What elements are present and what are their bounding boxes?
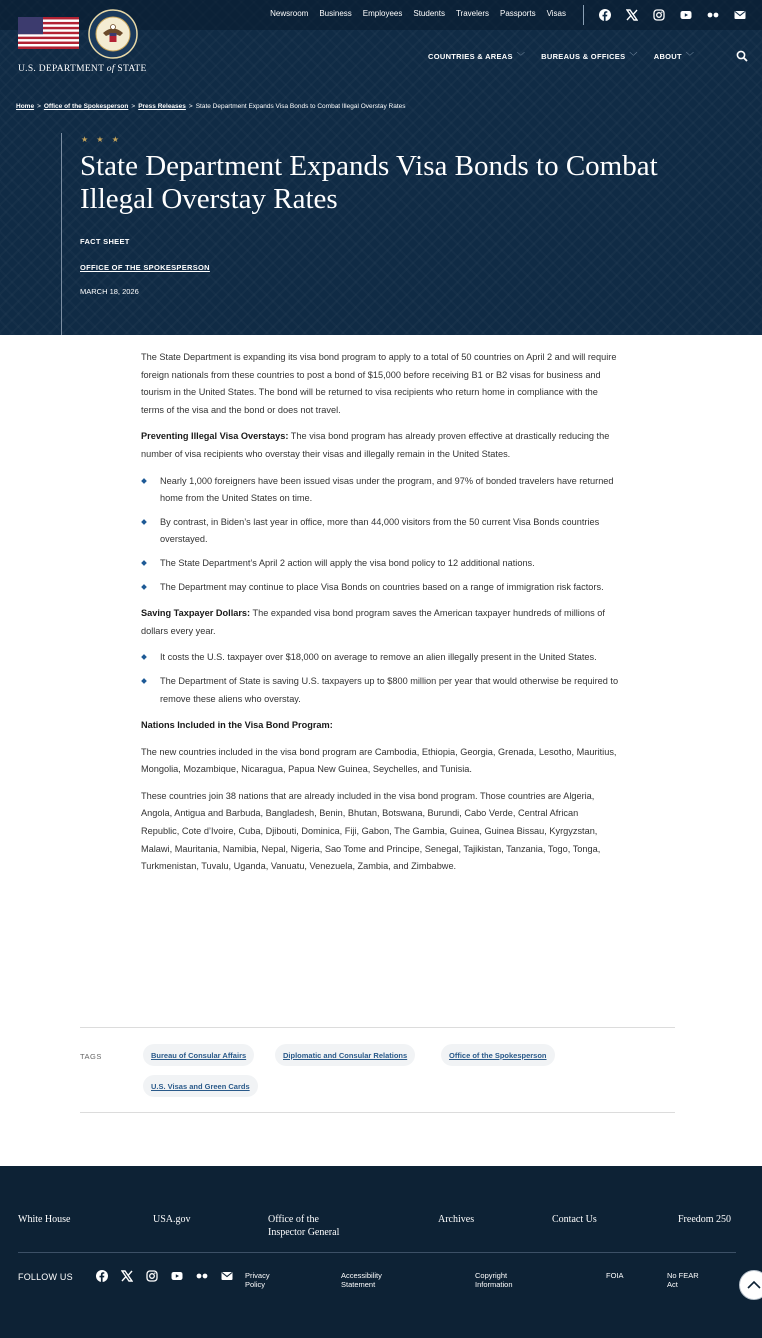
star-icons: ★ ★ ★	[81, 135, 122, 144]
footer-link-contact-us[interactable]: Contact Us	[552, 1214, 597, 1225]
tags-label: TAGS	[80, 1052, 102, 1061]
taxpayer-list	[141, 649, 619, 708]
footer-link-white-house[interactable]: White House	[18, 1214, 71, 1225]
footer-link-line: Statement	[341, 1280, 376, 1289]
site-header	[0, 0, 762, 335]
footer-link-inspector-general[interactable]	[268, 1213, 339, 1239]
email-icon[interactable]	[221, 1270, 233, 1282]
list-item: The State Department’s April 2 action will apply the visa bond policy to 12 additional nations.	[141, 555, 619, 573]
tag-office-spokesperson[interactable]: Office of the Spokesperson	[441, 1044, 555, 1066]
footer-link-line: Information	[475, 1280, 513, 1289]
nav-label: COUNTRIES & AREAS	[428, 52, 513, 61]
footer-link-no-fear[interactable]	[667, 1271, 699, 1289]
list-item: The Department may continue to place Visa Bonds on countries based on a range of immigration risk factors.	[141, 579, 619, 597]
youtube-icon[interactable]	[171, 1270, 183, 1282]
breadcrumb-home[interactable]: Home	[16, 103, 35, 110]
department-name[interactable]	[18, 64, 147, 74]
chevron-down-icon: ﹀	[685, 52, 695, 61]
breadcrumb	[16, 103, 406, 110]
search-icon[interactable]	[736, 49, 748, 61]
footer-link-line: Inspector General	[268, 1227, 340, 1238]
tags-section	[80, 1027, 675, 1113]
facebook-icon[interactable]	[96, 1270, 108, 1282]
breadcrumb-press-releases[interactable]: Press Releases	[138, 103, 186, 110]
footer-social-links	[96, 1270, 233, 1282]
us-flag-logo[interactable]	[18, 17, 79, 49]
utility-link-passports[interactable]: Passports	[500, 9, 536, 18]
main-nav	[428, 51, 694, 62]
chevron-down-icon: ﹀	[516, 52, 526, 61]
footer-link-line: Copyright	[475, 1271, 508, 1280]
utility-nav	[270, 9, 566, 18]
flickr-icon[interactable]	[706, 8, 719, 21]
footer-link-line: Policy	[245, 1280, 266, 1289]
utility-link-students[interactable]: Students	[413, 9, 445, 18]
overstays-list	[141, 473, 619, 597]
department-name-of: of	[106, 64, 115, 74]
follow-us-label: FOLLOW US	[18, 1272, 73, 1282]
footer-divider	[18, 1252, 736, 1253]
article-type: FACT SHEET	[80, 237, 130, 246]
nav-about[interactable]	[654, 51, 694, 62]
section-taxpayer	[141, 605, 619, 640]
footer-link-foia[interactable]	[606, 1271, 624, 1280]
footer-link-freedom-250[interactable]: Freedom 250	[678, 1214, 732, 1225]
section-text: The visa bond program has already proven effective at drastically reducing the number of visa recipients who overstay their visas and illegally remain in the United States.	[141, 431, 610, 459]
breadcrumb-spokesperson[interactable]: Office of the Spokesperson	[43, 103, 129, 110]
back-to-top-button[interactable]	[739, 1270, 762, 1300]
new-countries-paragraph: The new countries included in the visa bond program are Cambodia, Ethiopia, Georgia, Grenada, Lesotho, Mauritius, Mongolia, Mozambique, Nicaragua, Papua New Guinea, Seychelles, and Tunisia.	[141, 746, 617, 775]
facebook-icon[interactable]	[598, 8, 611, 21]
utility-link-business[interactable]: Business	[319, 9, 352, 18]
nav-countries-areas[interactable]	[428, 51, 525, 62]
tag-visas-green-cards[interactable]: U.S. Visas and Green Cards	[143, 1075, 258, 1097]
footer-link-line: Act	[667, 1280, 678, 1289]
department-name-suffix: STATE	[117, 64, 147, 74]
chevron-up-icon	[746, 1280, 762, 1290]
footer-link-accessibility[interactable]	[341, 1271, 382, 1289]
list-item: By contrast, in Biden’s last year in office, more than 44,000 visitors from the 50 current Visa Bonds countries overstayed.	[141, 514, 619, 549]
flickr-icon[interactable]	[196, 1270, 208, 1282]
department-name-prefix: U.S. DEPARTMENT	[18, 64, 105, 74]
list-item: It costs the U.S. taxpayer over $18,000 on average to remove an alien illegally present in the United States.	[141, 649, 619, 667]
footer-link-privacy[interactable]	[245, 1271, 270, 1289]
footer-link-line: Office of the	[268, 1214, 319, 1225]
intro-paragraph: The State Department is expanding its visa bond program to apply to a total of 50 countries on April 2 and will require foreign nationals from these countries to post a bond of $15,000 before receiving B1 or B2 visas for business and tourism in the United States. The bond will be returned to visa recipients who return home in compliance with the terms of the visa and the bond or does not travel.	[141, 352, 617, 415]
list-item: The Department of State is saving U.S. taxpayers up to $800 million per year that would otherwise be required to remove these aliens who overstay.	[141, 673, 619, 708]
tag-consular-affairs[interactable]: Bureau of Consular Affairs	[143, 1044, 254, 1066]
footer-link-archives[interactable]: Archives	[438, 1214, 475, 1225]
page-title: State Department Expands Visa Bonds to Combat Illegal Overstay Rates	[80, 150, 658, 215]
breadcrumb-current: State Department Expands Visa Bonds to Combat Illegal Overstay Rates	[195, 103, 406, 110]
utility-link-visas[interactable]: Visas	[546, 9, 566, 18]
publish-date: MARCH 18, 2026	[80, 287, 139, 296]
youtube-icon[interactable]	[679, 8, 692, 21]
footer-link-copyright[interactable]	[475, 1271, 513, 1289]
header-social-links	[598, 8, 746, 21]
nav-label: BUREAUS & OFFICES	[541, 52, 626, 61]
section-heading: Preventing Illegal Visa Overstays:	[141, 431, 289, 442]
nav-label: ABOUT	[653, 52, 682, 61]
author-office-link[interactable]: OFFICE OF THE SPOKESPERSON	[80, 263, 210, 272]
section-heading: Nations Included in the Visa Bond Program:	[141, 720, 333, 731]
list-item: Nearly 1,000 foreigners have been issued visas under the program, and 97% of bonded travelers have returned home from the United States on time.	[141, 473, 619, 508]
x-icon[interactable]	[121, 1270, 133, 1282]
footer-link-usa-gov[interactable]: USA.gov	[153, 1214, 191, 1225]
nav-bureaus-offices[interactable]	[541, 51, 638, 62]
x-icon[interactable]	[625, 8, 638, 21]
footer-link-line: Accessibility	[341, 1271, 382, 1280]
instagram-icon[interactable]	[652, 8, 665, 21]
utility-divider	[583, 5, 584, 25]
breadcrumb-separator: >	[37, 103, 41, 110]
breadcrumb-separator: >	[188, 103, 193, 110]
department-seal[interactable]	[88, 9, 138, 59]
hero-divider-line	[61, 133, 62, 335]
existing-countries-paragraph: These countries join 38 nations that are already included in the visa bond program. Those countries are Algeria, Angola, Antigua and Barbuda, Bangladesh, Benin, Bhutan, Botswana, Burundi, Cabo Verde, Central African Republic, Cote d’Ivoire, Cuba, Djibouti, Dominica, Fiji, Gabon, The Gambia, Guinea, Guinea Bissau, Kyrgyzstan, Malawi, Mauritania, Namibia, Nepal, Nigeria, Sao Tome and Principe, Senegal, Tajikistan, Tanzania, Togo, Tonga, Turkmenistan, Tuvalu, Uganda, Vanuatu, Venezuela, Zambia, and Zimbabwe.	[141, 790, 601, 872]
section-overstays	[141, 428, 619, 463]
footer-link-line: FOIA	[606, 1271, 624, 1280]
section-heading: Saving Taxpayer Dollars:	[141, 608, 251, 619]
footer-link-line: No FEAR	[667, 1271, 699, 1280]
email-icon[interactable]	[733, 8, 746, 21]
instagram-icon[interactable]	[146, 1270, 158, 1282]
utility-link-travelers[interactable]: Travelers	[455, 9, 489, 18]
chevron-down-icon: ﹀	[629, 52, 638, 61]
section-nations	[141, 717, 619, 735]
tag-diplomatic-relations[interactable]: Diplomatic and Consular Relations	[275, 1044, 415, 1066]
section-text: The expanded visa bond program saves the American taxpayer hundreds of millions of dollars every year.	[141, 608, 605, 636]
footer-link-line: Privacy	[245, 1271, 270, 1280]
utility-link-employees[interactable]: Employees	[362, 9, 403, 18]
article-body	[141, 349, 619, 885]
site-footer	[0, 1166, 762, 1338]
breadcrumb-separator: >	[131, 103, 136, 110]
utility-link-newsroom[interactable]: Newsroom	[270, 9, 309, 18]
